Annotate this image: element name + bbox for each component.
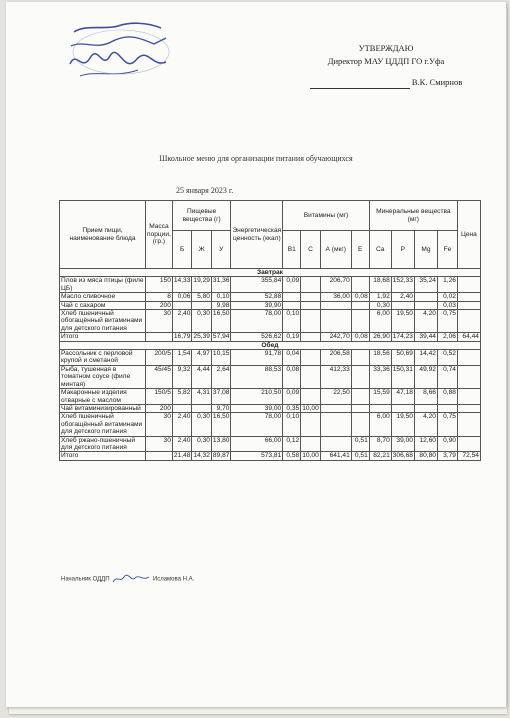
value-cell: 0,09 <box>283 277 301 293</box>
value-cell: 0,90 <box>437 436 457 452</box>
value-cell: 206,70 <box>320 277 351 293</box>
value-cell: 0,10 <box>211 293 231 301</box>
value-cell <box>320 413 351 436</box>
value-cell <box>351 310 369 333</box>
value-cell: 0,30 <box>369 301 391 309</box>
total-value-cell: 14,32 <box>193 452 210 460</box>
value-cell <box>391 404 414 412</box>
approval-position: Директор МАУ ЦДДП ГО г.Уфа <box>327 56 445 66</box>
value-cell: 0,08 <box>351 293 369 301</box>
total-value-cell: 2,06 <box>437 333 457 341</box>
total-value-cell: 21,48 <box>173 452 191 460</box>
value-cell: 0,75 <box>437 413 457 436</box>
total-value-cell: 641,41 <box>320 452 351 460</box>
value-cell: 30 <box>146 413 173 436</box>
value-cell: 0,75 <box>437 310 457 333</box>
document-title: Школьное меню для организации питания обучающихся <box>159 154 353 163</box>
value-cell: 10,00 <box>302 404 319 412</box>
value-cell <box>283 293 301 301</box>
value-cell: 30 <box>146 436 173 452</box>
value-cell: 1,54 <box>172 350 192 366</box>
dish-name-cell: Рассольник с перловой крупой и сметаной <box>60 350 146 366</box>
header-b1: В1 <box>283 231 301 269</box>
document-page <box>6 2 506 707</box>
value-cell <box>192 301 212 309</box>
value-cell: 0,04 <box>283 350 301 366</box>
header-e: Е <box>351 231 369 269</box>
value-cell: 150/5 <box>146 389 173 405</box>
value-cell <box>351 389 369 405</box>
value-cell: 50,69 <box>391 350 414 366</box>
value-cell: 19,29 <box>192 277 212 293</box>
header-a: А (мкг) <box>320 231 351 269</box>
value-cell: 2,40 <box>172 413 192 436</box>
total-label: Итого <box>60 333 146 341</box>
value-cell: 8,70 <box>369 436 391 452</box>
total-value-cell: 174,23 <box>392 333 413 341</box>
section-label: Завтрак <box>60 269 481 277</box>
value-cell: 66,00 <box>231 436 283 452</box>
value-cell <box>457 365 480 388</box>
table-row <box>60 301 481 309</box>
value-cell: 45/45 <box>146 365 173 388</box>
value-cell: 2,40 <box>172 310 192 333</box>
value-cell <box>320 436 351 452</box>
value-cell: 0,06 <box>172 293 192 301</box>
total-value-cell: 57,94 <box>212 333 230 341</box>
total-value-cell: 306,68 <box>392 452 413 460</box>
table-row <box>60 436 481 452</box>
header-mass: Масса порции, (гр.) <box>146 201 173 269</box>
signature-name: Исламова Н.А. <box>152 576 195 583</box>
value-cell: 31,36 <box>211 277 231 293</box>
total-value-cell: 16,79 <box>173 333 191 341</box>
value-cell <box>301 350 321 366</box>
dish-name-cell: Рыба, тушенная в томатном соусе (филе минтая) <box>60 365 146 388</box>
value-cell: 0,12 <box>283 436 301 452</box>
menu-table <box>59 200 481 461</box>
value-cell: 2,40 <box>172 436 192 452</box>
value-cell <box>457 404 480 412</box>
value-cell: 78,00 <box>231 310 283 333</box>
dish-name-cell: Хлеб пшеничный обогащённый витаминами для детского питания <box>60 413 146 436</box>
value-cell: 0,51 <box>351 436 369 452</box>
value-cell: 18,68 <box>369 277 391 293</box>
value-cell: 47,18 <box>391 389 414 405</box>
value-cell: 18,56 <box>369 350 391 366</box>
total-value-cell: 526,62 <box>231 333 283 341</box>
header-p: P <box>391 231 414 269</box>
value-cell <box>391 301 414 309</box>
value-cell <box>301 293 321 301</box>
value-cell: 412,33 <box>320 365 351 388</box>
dish-name-cell: Хлеб пшеничный обогащённый витаминами для детского питания <box>60 310 146 333</box>
value-cell: 4,31 <box>192 389 212 405</box>
value-cell: 9,70 <box>211 404 231 412</box>
value-cell: 14,42 <box>414 350 437 366</box>
table-row <box>60 277 481 293</box>
dish-name-cell: Масло сливочное <box>60 293 146 301</box>
value-cell <box>457 293 480 301</box>
value-cell: 0,88 <box>437 389 457 405</box>
value-cell <box>301 365 321 388</box>
value-cell <box>320 310 351 333</box>
value-cell: 0,03 <box>437 301 457 309</box>
value-cell <box>457 389 480 405</box>
value-cell: 33,36 <box>369 365 391 388</box>
signature-line <box>310 78 410 89</box>
header-zh: Ж <box>192 231 212 269</box>
table-row <box>60 365 481 388</box>
header-fe: Fe <box>437 231 457 269</box>
value-cell: 210,50 <box>231 389 283 405</box>
value-cell: 206,58 <box>320 350 351 366</box>
value-cell: 0,30 <box>192 310 212 333</box>
value-cell: 0,35 <box>283 404 301 412</box>
total-value-cell: 25,39 <box>193 333 210 341</box>
total-value-cell <box>146 333 173 341</box>
value-cell: 52,88 <box>231 293 283 301</box>
dish-name-cell: Макаронные изделия отварные с маслом <box>60 389 146 405</box>
value-cell: 49,92 <box>414 365 437 388</box>
value-cell: 355,84 <box>231 277 283 293</box>
header-u: У <box>211 231 231 269</box>
value-cell: 35,24 <box>414 277 437 293</box>
total-value-cell <box>146 452 173 460</box>
value-cell: 0,10 <box>283 310 301 333</box>
value-cell: 1,26 <box>437 277 457 293</box>
header-minerals: Минеральные вещества (мг) <box>369 201 457 231</box>
value-cell: 200 <box>146 301 173 309</box>
value-cell <box>351 350 369 366</box>
value-cell <box>414 404 437 412</box>
value-cell <box>172 404 192 412</box>
table-row <box>60 404 481 412</box>
value-cell: 0,30 <box>192 436 212 452</box>
total-value-cell: 39,44 <box>414 333 437 341</box>
value-cell: 6,00 <box>369 413 391 436</box>
value-cell: 39,00 <box>231 404 283 412</box>
value-cell: 5,82 <box>172 389 192 405</box>
value-cell: 0,02 <box>437 293 457 301</box>
value-cell: 13,80 <box>211 436 231 452</box>
header-c: С <box>301 231 321 269</box>
total-value-cell: 82,21 <box>369 452 391 460</box>
value-cell: 19,50 <box>391 413 414 436</box>
value-cell: 152,33 <box>391 277 414 293</box>
section-row-lunch <box>60 341 481 349</box>
value-cell: 8 <box>146 293 173 301</box>
value-cell: 0,09 <box>283 389 301 405</box>
value-cell <box>351 365 369 388</box>
value-cell <box>301 277 321 293</box>
value-cell: 150 <box>146 277 173 293</box>
total-value-cell: 72,54 <box>457 452 480 460</box>
total-value-cell: 3,79 <box>437 452 457 460</box>
dish-name-cell: Плов из мяса птицы (филе ЦБ) <box>61 277 144 292</box>
value-cell <box>192 404 212 412</box>
value-cell: 4,44 <box>192 365 212 388</box>
value-cell: 30 <box>146 310 173 333</box>
approval-title: УТВЕРЖДАЮ <box>358 43 414 53</box>
value-cell: 200/5 <box>146 350 173 366</box>
value-cell <box>457 350 480 366</box>
value-cell: 16,50 <box>211 310 231 333</box>
total-value-cell: 0,08 <box>351 333 369 341</box>
total-value-cell: 0,19 <box>283 333 301 341</box>
total-value-cell: 242,70 <box>320 333 351 341</box>
approval-signatory: В.К. Смирнов <box>411 77 463 87</box>
section-row-breakfast <box>60 269 481 277</box>
value-cell: 4,20 <box>414 413 437 436</box>
dish-name-cell: Чай с сахаром <box>60 301 146 309</box>
value-cell: 15,59 <box>369 389 391 405</box>
total-value-cell: 10,00 <box>302 452 319 460</box>
value-cell: 9,32 <box>172 365 192 388</box>
value-cell: 150,31 <box>391 365 414 388</box>
header-b: Б <box>172 231 192 269</box>
value-cell <box>320 404 351 412</box>
signature-block <box>61 574 194 584</box>
value-cell: 39,00 <box>391 436 414 452</box>
table-row <box>60 310 481 333</box>
total-value-cell: 89,87 <box>212 452 230 460</box>
total-value-cell: 573,81 <box>231 452 283 460</box>
value-cell <box>172 301 192 309</box>
section-label: Обед <box>60 341 481 349</box>
value-cell: 37,08 <box>211 389 231 405</box>
value-cell <box>301 389 321 405</box>
header-energy: Энергетическая ценность (ккал) <box>231 201 283 269</box>
value-cell <box>457 277 480 293</box>
value-cell: 12,60 <box>414 436 437 452</box>
value-cell <box>457 413 480 436</box>
header-price: Цена <box>457 201 480 269</box>
value-cell <box>457 310 480 333</box>
value-cell <box>301 436 321 452</box>
dish-name-cell: Хлеб ржано-пшеничный для детского питания <box>60 436 146 452</box>
table-row <box>60 350 481 366</box>
value-cell: 0,10 <box>283 413 301 436</box>
approval-block <box>306 42 466 89</box>
total-value-cell <box>301 333 321 341</box>
value-cell: 8,66 <box>414 389 437 405</box>
value-cell: 2,40 <box>391 293 414 301</box>
value-cell <box>414 293 437 301</box>
value-cell: 4,97 <box>192 350 212 366</box>
value-cell: 0,52 <box>437 350 457 366</box>
table-row <box>60 413 481 436</box>
value-cell: 6,00 <box>369 310 391 333</box>
value-cell: 0,08 <box>283 365 301 388</box>
signature-position: Начальник ОДДП <box>61 576 110 583</box>
value-cell: 36,00 <box>320 293 351 301</box>
value-cell: 200 <box>146 404 173 412</box>
total-row-breakfast <box>60 333 481 341</box>
value-cell <box>283 301 301 309</box>
value-cell <box>369 404 391 412</box>
value-cell <box>351 277 369 293</box>
total-row-lunch <box>60 452 481 460</box>
value-cell: 16,50 <box>211 413 231 436</box>
value-cell: 91,78 <box>231 350 283 366</box>
menu-date: 25 января 2023 г. <box>176 186 234 195</box>
total-label: Итого <box>60 452 146 460</box>
value-cell <box>301 310 321 333</box>
total-value-cell: 26,90 <box>369 333 391 341</box>
header-mg: Mg <box>414 231 437 269</box>
value-cell <box>457 301 480 309</box>
value-cell <box>437 404 457 412</box>
value-cell: 78,00 <box>231 413 283 436</box>
total-value-cell: 80,80 <box>414 452 437 460</box>
value-cell: 0,30 <box>192 413 212 436</box>
value-cell: 14,33 <box>172 277 192 293</box>
value-cell: 39,90 <box>231 301 283 309</box>
header-nutrients: Пищевые вещества (г) <box>172 201 231 231</box>
value-cell: 0,74 <box>437 365 457 388</box>
value-cell <box>457 436 480 452</box>
header-ca: Ca <box>369 231 391 269</box>
value-cell <box>301 413 321 436</box>
dish-name-cell: Чай витаминизированный <box>60 404 146 412</box>
value-cell <box>351 301 369 309</box>
value-cell: 2,64 <box>211 365 231 388</box>
total-value-cell: 0,51 <box>351 452 369 460</box>
value-cell: 10,15 <box>211 350 231 366</box>
handwritten-signature <box>111 574 151 584</box>
total-value-cell: 0,58 <box>283 452 301 460</box>
value-cell: 9,98 <box>211 301 231 309</box>
header-meal: Прием пищи, наименование блюда <box>60 201 146 269</box>
value-cell: 5,80 <box>192 293 212 301</box>
value-cell <box>320 301 351 309</box>
header-vitamins: Витамины (мг) <box>283 201 370 231</box>
value-cell: 19,50 <box>391 310 414 333</box>
table-row <box>60 293 481 301</box>
approval-stamp-signature <box>66 20 181 80</box>
table-row <box>60 389 481 405</box>
value-cell <box>351 413 369 436</box>
value-cell: 4,20 <box>414 310 437 333</box>
value-cell: 22,50 <box>320 389 351 405</box>
total-value-cell: 64,44 <box>457 333 480 341</box>
value-cell <box>351 404 369 412</box>
value-cell: 1,92 <box>369 293 391 301</box>
value-cell <box>414 301 437 309</box>
value-cell: 88,53 <box>231 365 283 388</box>
value-cell <box>301 301 321 309</box>
